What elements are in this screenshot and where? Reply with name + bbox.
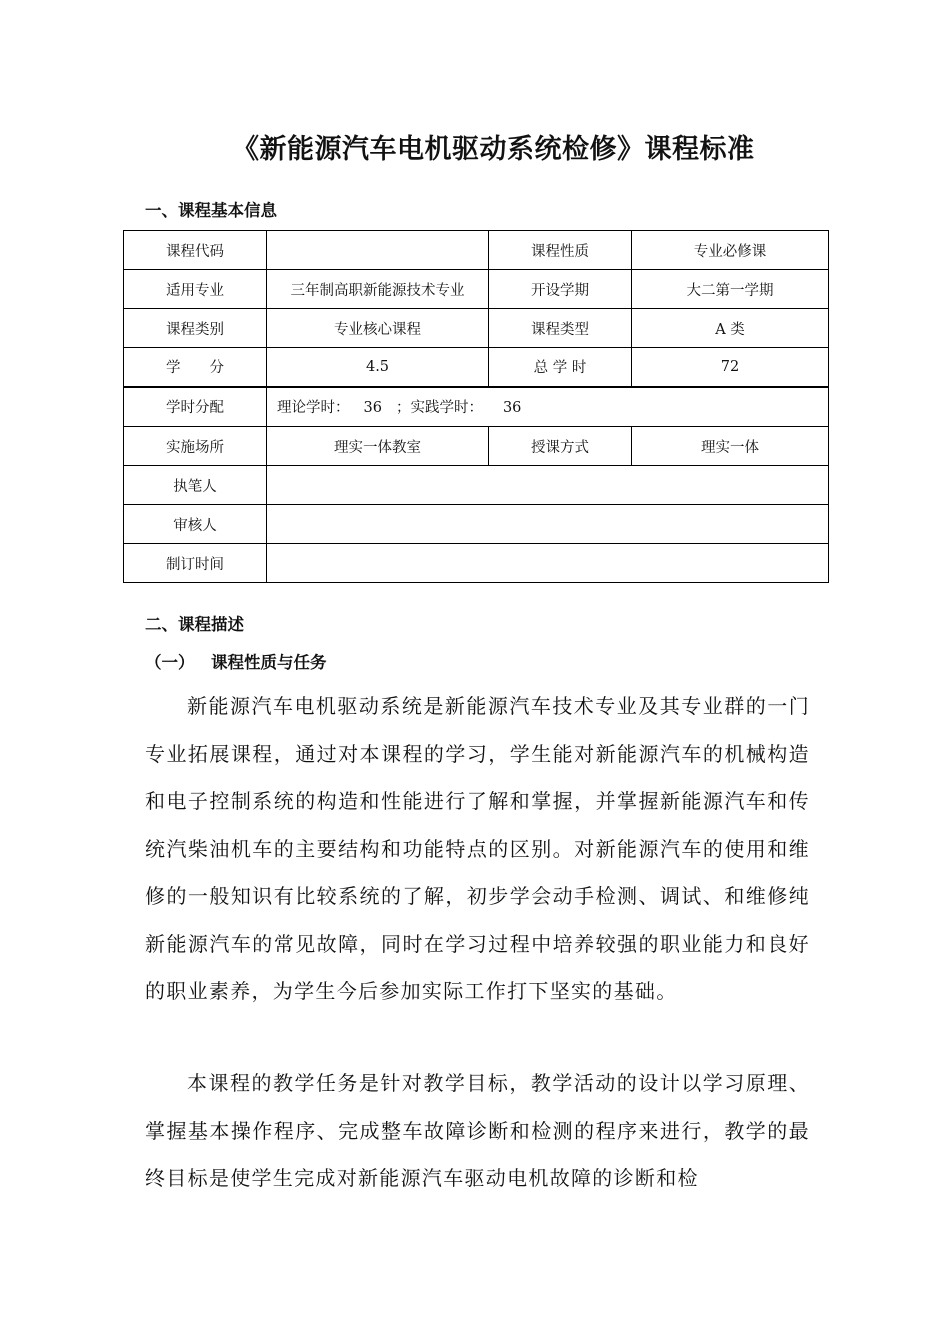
subsection-heading-nature-and-tasks [145,649,327,673]
cell-value-semester: 大二第一学期 [632,270,829,309]
cell-value-reviewer [267,505,829,544]
cell-value-author [267,466,829,505]
table-row [124,427,829,466]
section-heading-course-description: 二、课程描述 [145,615,244,634]
cell-label-revision-date: 制订时间 [124,544,267,583]
practice-hours-value: 36 [502,400,522,417]
table-row [124,505,829,544]
paragraph-course-nature: 新能源汽车电机驱动系统是新能源汽车技术专业及其专业群的一门专业拓展课程，通过对本课程的学习，学生能对新能源汽车的机械构造和电子控制系统的构造和性能进行了解和掌握，并掌握新能源汽车和传统汽柴油机车的主要结构和功能特点的区别。对新能源汽车的使用和维修的一般知识有比较系统的了解，初步学会动手检测、调试、和维修纯新能源汽车的常见故障，同时在学习过程中培养较强的职业能力和良好的职业素养，为学生今后参加实际工作打下坚实的基础。 [145,694,810,1003]
document-title: 《新能源汽车电机驱动系统检修》课程标准 [232,134,755,165]
cell-label-category: 课程类别 [124,309,267,348]
cell-label-semester: 开设学期 [489,270,632,309]
table-row [124,387,829,427]
section-heading-basic-info: 一、课程基本信息 [145,201,277,220]
cell-value-hours-allocation [267,387,829,427]
cell-value-course-nature: 专业必修课 [632,231,829,270]
cell-label-teaching-method: 授课方式 [489,427,632,466]
cell-label-venue: 实施场所 [124,427,267,466]
theory-hours-label: 理论学时： [277,400,350,417]
cell-value-venue: 理实一体教室 [267,427,489,466]
cell-label-hours-allocation: 学时分配 [124,387,267,427]
subsection-number: （一） [145,653,195,672]
cell-value-type: A 类 [632,309,829,348]
cell-value-teaching-method: 理实一体 [632,427,829,466]
cell-label-reviewer: 审核人 [124,505,267,544]
table-row [124,270,829,309]
table-row [124,309,829,348]
practice-hours-label: ；实践学时： [395,400,483,417]
cell-value-total-hours: 72 [632,348,829,387]
cell-value-revision-date [267,544,829,583]
theory-hours-value: 36 [363,400,382,417]
paragraph-course-tasks: 本课程的教学任务是针对教学目标，教学活动的设计以学习原理、掌握基本操作程序、完成整车故障诊断和检测的程序来进行，教学的最终目标是使学生完成对新能源汽车驱动电机故障的诊断和检 [145,1071,810,1190]
cell-label-author: 执笔人 [124,466,267,505]
cell-label-type: 课程类型 [489,309,632,348]
table-row [124,231,829,270]
subsection-title: 课程性质与任务 [211,653,327,672]
cell-label-course-code: 课程代码 [124,231,267,270]
cell-label-credits: 学 分 [124,348,267,387]
cell-value-credits: 4.5 [267,348,489,387]
table-row [124,348,829,387]
cell-value-major: 三年制高职新能源技术专业 [267,270,489,309]
table-row [124,466,829,505]
cell-value-category: 专业核心课程 [267,309,489,348]
cell-value-course-code [267,231,489,270]
table-row [124,544,829,583]
cell-label-total-hours: 总 学 时 [489,348,632,387]
cell-label-major: 适用专业 [124,270,267,309]
course-info-table [123,230,829,583]
cell-label-course-nature: 课程性质 [489,231,632,270]
